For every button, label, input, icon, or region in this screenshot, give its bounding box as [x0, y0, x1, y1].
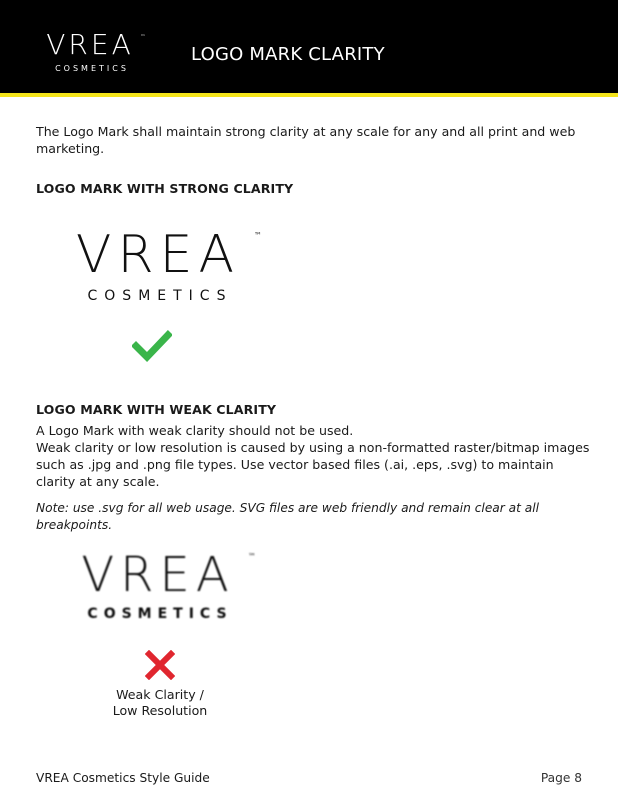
- header-logo-tm: ™: [140, 34, 146, 40]
- intro-paragraph: The Logo Mark shall maintain strong clarity at any scale for any and all print and web marketing.: [36, 124, 576, 156]
- strong-logo-sub: COSMETICS: [87, 288, 233, 304]
- weak-clarity-line-1: A Logo Mark with weak clarity should not be used.: [36, 423, 354, 438]
- strong-logo-word: VREA: [75, 225, 241, 285]
- svg-usage-note: Note: use .svg for all web usage. SVG files are web friendly and remain clear at all breakpoints.: [36, 501, 540, 532]
- weak-logo-sub: COSMETICS: [87, 606, 233, 622]
- vrea-header-logo: [34, 28, 146, 74]
- page-header: [0, 0, 618, 93]
- header-logo-sub: COSMETICS: [55, 64, 129, 73]
- strong-clarity-heading: LOGO MARK WITH STRONG CLARITY: [36, 181, 294, 196]
- check-icon: [132, 330, 172, 362]
- weak-clarity-heading: LOGO MARK WITH WEAK CLARITY: [36, 402, 277, 417]
- strong-logo-tm: ™: [254, 231, 262, 240]
- vrea-logo-strong: [52, 222, 272, 310]
- weak-logo-tm: ™: [248, 552, 256, 561]
- header-logo-word: VREA: [46, 28, 134, 61]
- footer-document-title: VREA Cosmetics Style Guide: [36, 771, 210, 785]
- page-title: LOGO MARK CLARITY: [191, 44, 385, 65]
- vrea-logo-weak: [58, 545, 268, 625]
- weak-clarity-line-2: Weak clarity or low resolution is caused by using a non-formatted raster/bitmap images such as .jpg and .png file types. Use vector based files (.ai, .eps, .svg) to maintain clarity at any scale.: [36, 440, 590, 489]
- weak-clarity-caption: Weak Clarity / Low Resolution: [112, 687, 208, 718]
- page-number: Page 8: [540, 771, 582, 785]
- weak-clarity-body: [36, 422, 596, 490]
- cross-icon: [145, 650, 175, 680]
- header-stripe: [0, 93, 618, 97]
- weak-logo-word: VREA: [81, 547, 235, 603]
